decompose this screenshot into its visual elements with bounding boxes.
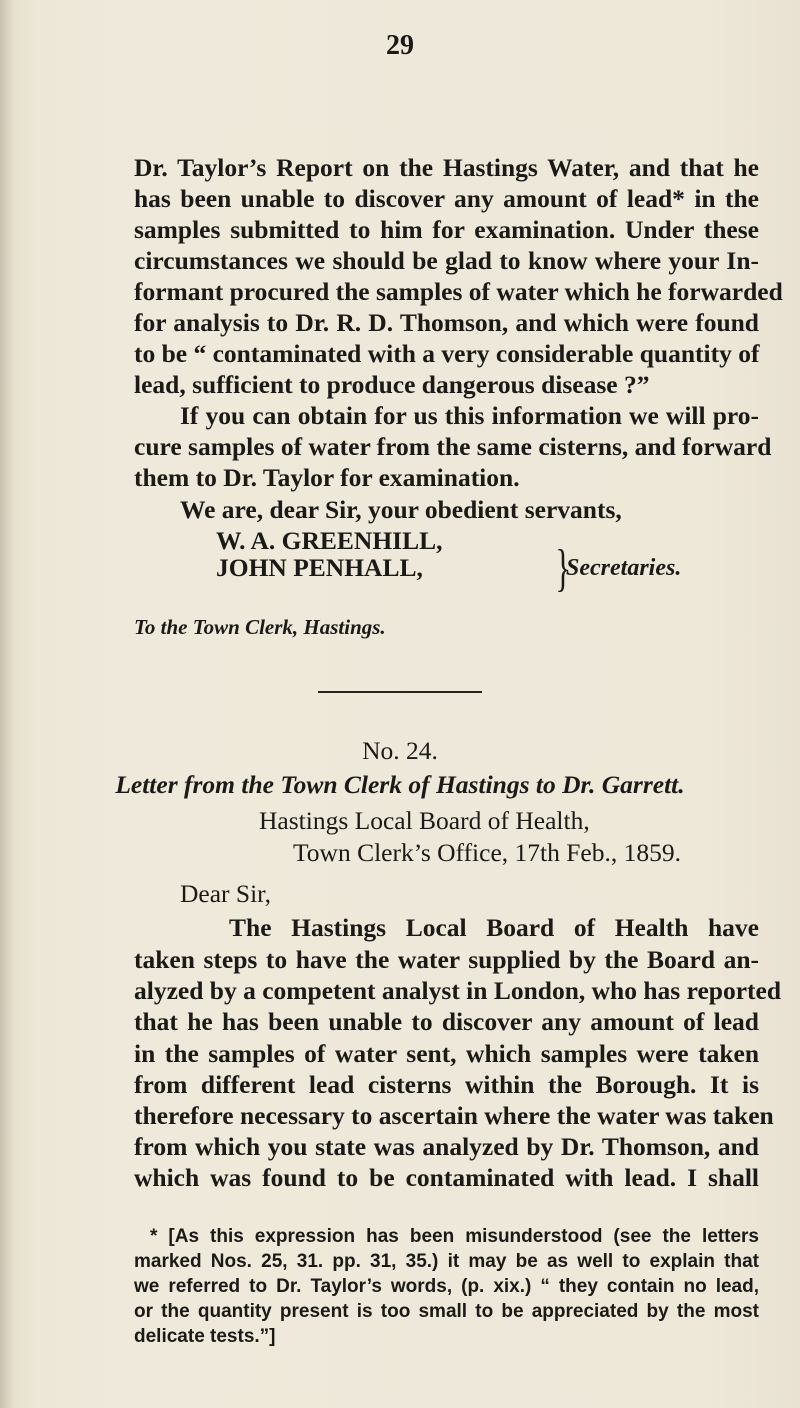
text-line: in the samples of water sent, which samples were taken <box>134 1039 759 1068</box>
addressee: To the Town Clerk, Hastings. <box>134 615 386 639</box>
letter-number: No. 24. <box>362 736 438 765</box>
salutation: Dear Sir, <box>180 879 272 908</box>
text-line: to be “ contaminated with a very considerable quantity of <box>134 339 760 368</box>
letterhead-line: Hastings Local Board of Health, <box>259 806 590 835</box>
text-line: taken steps to have the water supplied by the Board an- <box>134 945 759 974</box>
footnote-line: marked Nos. 25, 31. pp. 31, 35.) it may be as well to explain that <box>134 1251 759 1272</box>
signatory: W. A. GREENHILL, <box>216 526 443 555</box>
page-number: 29 <box>386 30 414 61</box>
text-line: Dr. Taylor’s Report on the Hastings Water, and that he <box>134 153 759 182</box>
text-line: formant procured the samples of water which he forwarded <box>134 277 783 306</box>
signatories-role: Secretaries. <box>566 555 682 581</box>
text-line: has been unable to discover any amount of lead* in the <box>134 184 759 213</box>
text-line: alyzed by a competent analyst in London, who has reported <box>134 976 782 1005</box>
footnote-line: * [As this expression has been misunderstood (see the letters <box>150 1226 759 1247</box>
brace-glyph: } <box>555 540 571 597</box>
text-line: which was found to be contaminated with lead. I shall <box>134 1163 759 1192</box>
footnote-line: delicate tests.”] <box>134 1326 276 1347</box>
text-line: for analysis to Dr. R. D. Thomson, and which were found <box>134 308 759 337</box>
section-divider <box>318 691 482 693</box>
page-binding-shadow <box>0 0 14 1408</box>
text-line: therefore necessary to ascertain where the water was taken <box>134 1101 774 1130</box>
text-line: The Hastings Local Board of Health have <box>229 913 759 942</box>
text-line: samples submitted to him for examination. Under these <box>134 215 759 244</box>
text-line: from which you state was analyzed by Dr. Thomson, and <box>134 1132 759 1161</box>
closing-line: We are, dear Sir, your obedient servants, <box>180 495 622 524</box>
text-line: them to Dr. Taylor for examination. <box>134 463 520 492</box>
letterhead-line: Town Clerk’s Office, 17th Feb., 1859. <box>293 838 681 867</box>
footnote-line: we referred to Dr. Taylor’s words, (p. xix.) “ they contain no lead, <box>134 1276 759 1297</box>
footnote-line: or the quantity present is too small to be appreciated by the most <box>134 1301 759 1322</box>
signatory: JOHN PENHALL, <box>216 553 423 582</box>
text-line: circumstances we should be glad to know where your In- <box>134 246 759 275</box>
text-line: from different lead cisterns within the Borough. It is <box>134 1070 759 1099</box>
text-line: If you can obtain for us this information we will pro- <box>180 401 759 430</box>
text-line: lead, sufficient to produce dangerous disease ?” <box>134 370 650 399</box>
letter-title: Letter from the Town Clerk of Hastings to Dr. Garrett. <box>115 770 685 799</box>
text-line: that he has been unable to discover any amount of lead <box>134 1007 759 1036</box>
text-line: cure samples of water from the same cisterns, and forward <box>134 432 772 461</box>
